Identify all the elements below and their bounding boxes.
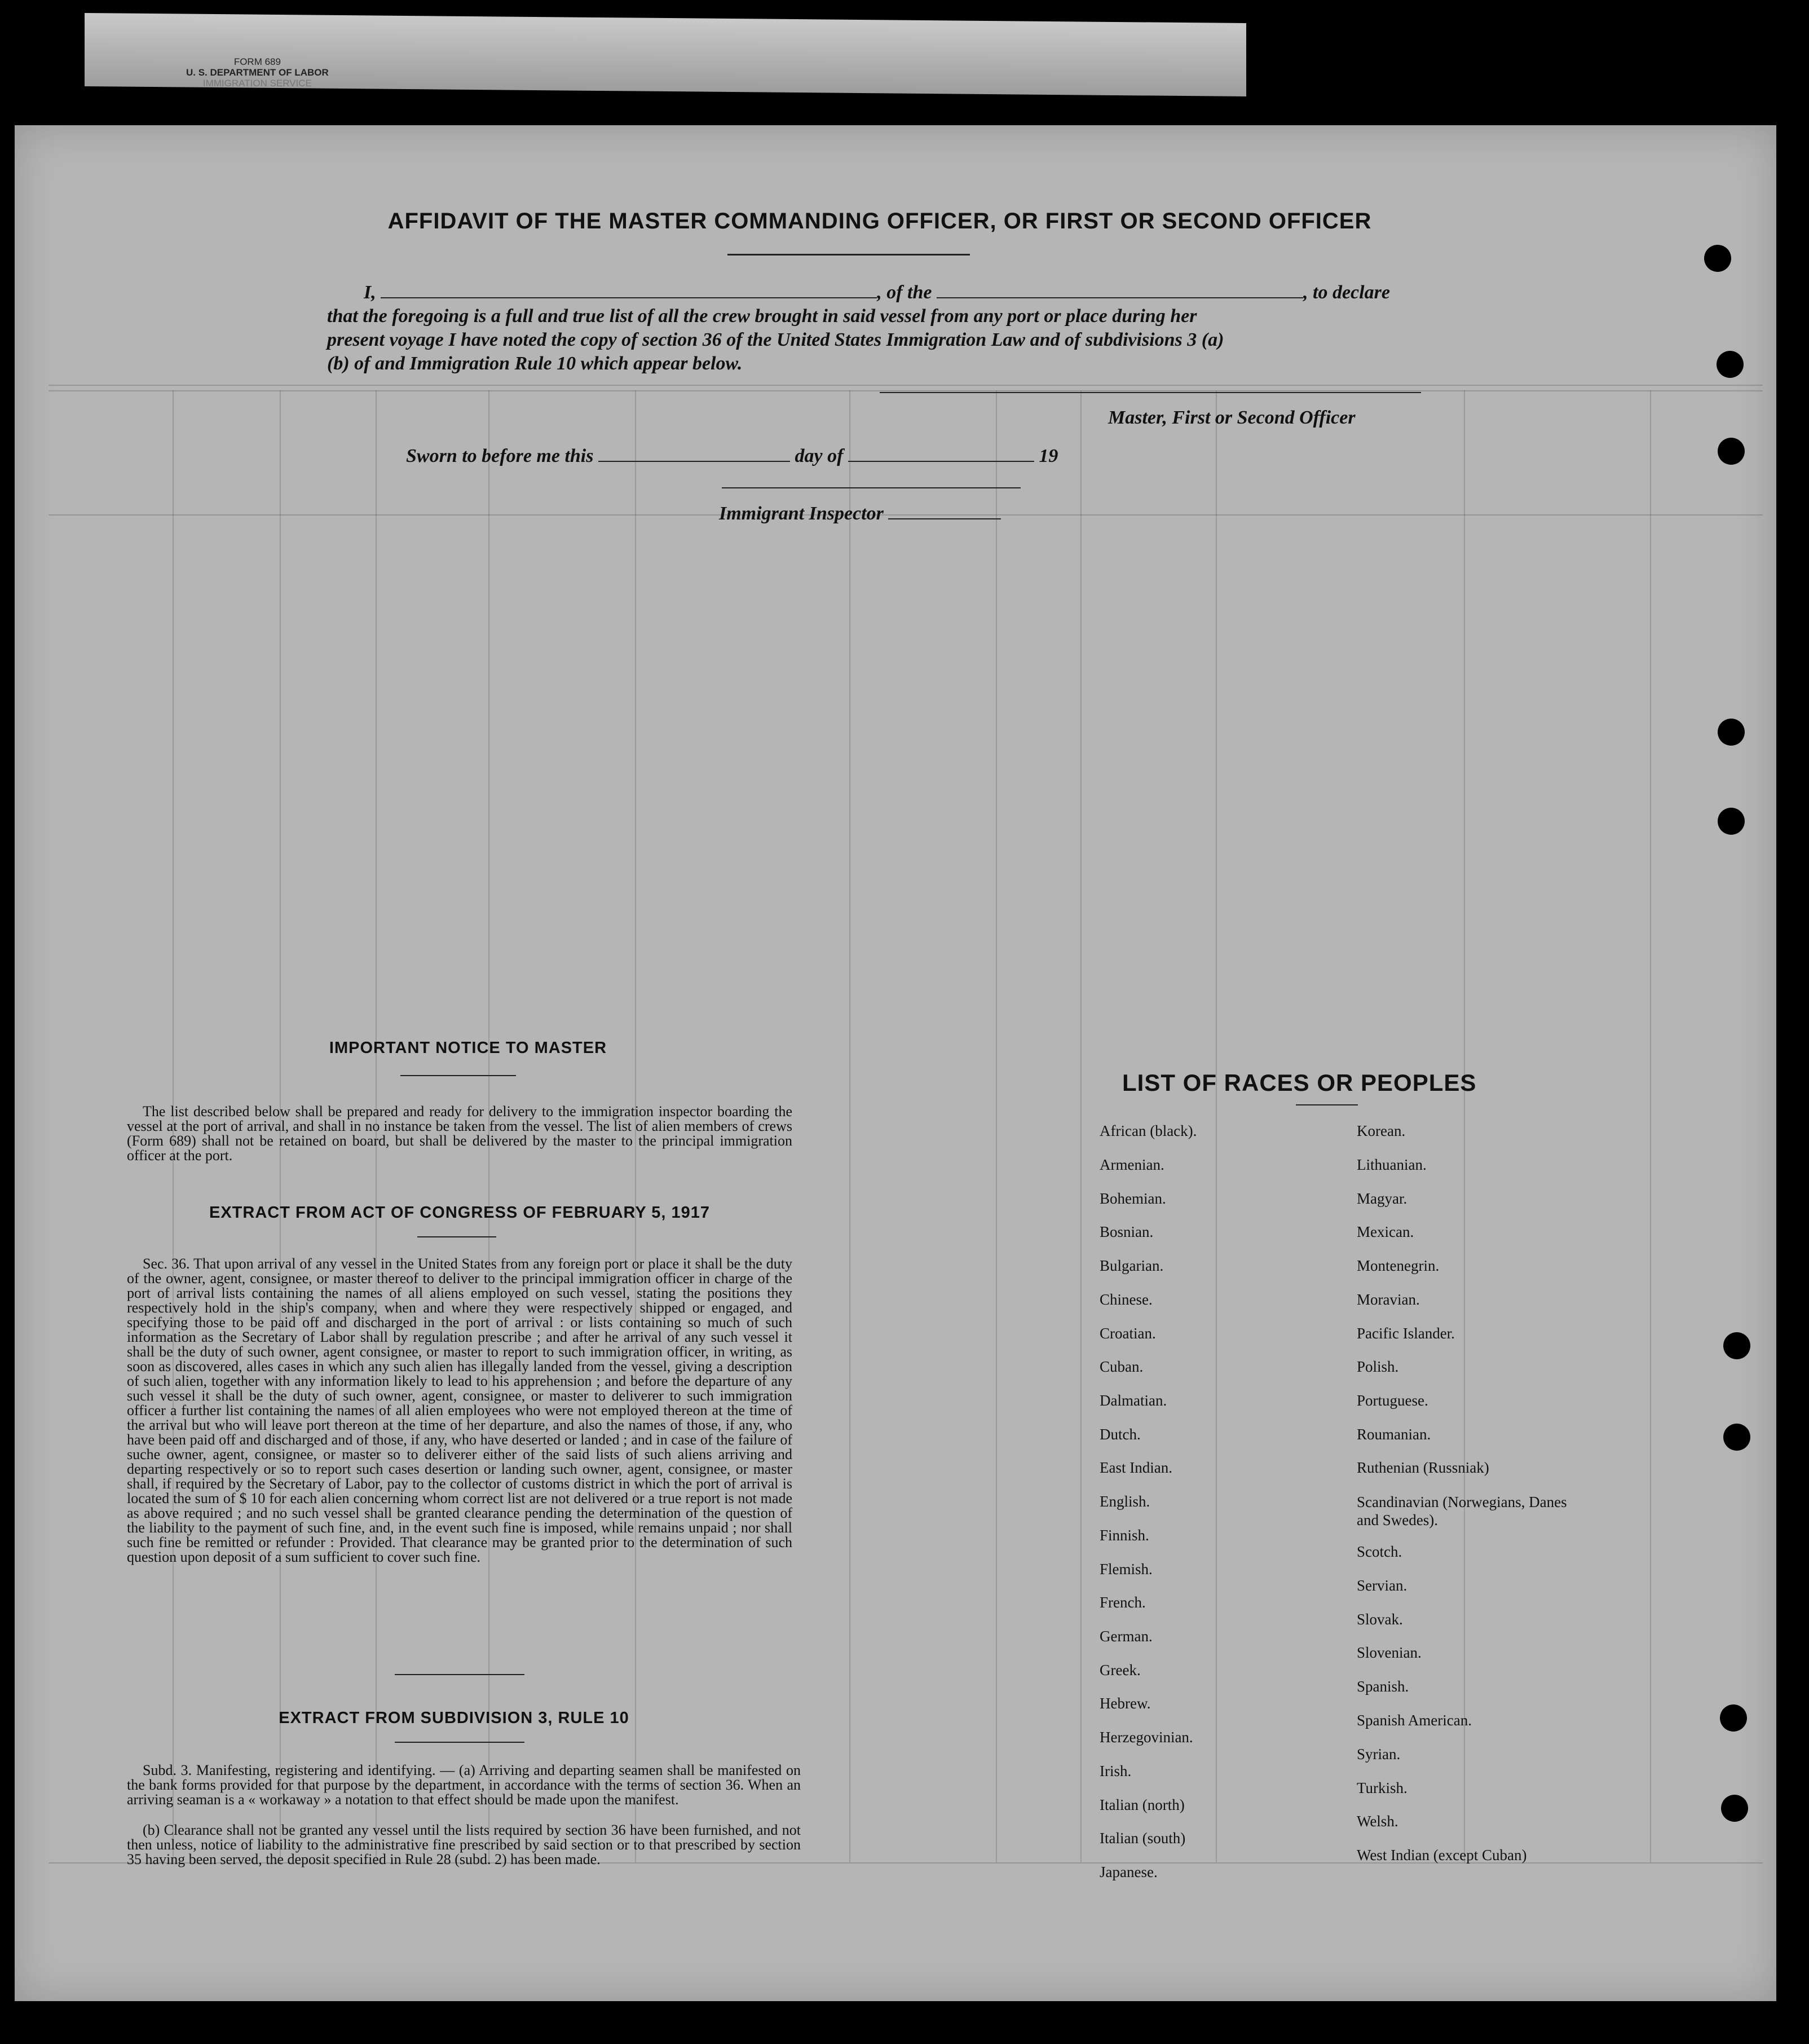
notice-underline	[400, 1075, 516, 1076]
officer-name-blank	[381, 297, 877, 298]
race-item: Mexican.	[1357, 1223, 1414, 1240]
race-item: Dutch.	[1100, 1426, 1141, 1443]
race-item: Bosnian.	[1100, 1223, 1154, 1240]
race-item: Finnish.	[1100, 1527, 1149, 1544]
race-item: Bulgarian.	[1100, 1257, 1164, 1274]
punch-hole	[1704, 245, 1731, 272]
rule-extract-text-a: Subd. 3. Manifesting, registering and identifying. — (a) Arriving and departing seamen shall be manifested on the bank forms provided for that purpose by the department, in accordance with the terms of section 36. When an arriving seaman is a « workaway » a notation to that effect should be made upon the manifest.	[127, 1762, 801, 1808]
notice-text: The list described below shall be prepared and ready for delivery to the immigration inspector boarding the vessel at the port of arrival, and shall in no instance be taken from the vessel. The list of alien members of crews (Form 689) shall not be retained on board, but shall be delivered by the master to the principal immigration officer at the port.	[127, 1103, 792, 1164]
race-item: Armenian.	[1100, 1156, 1164, 1173]
ghost-rule	[48, 385, 1763, 386]
sworn-line	[406, 446, 1058, 467]
race-item: Scandinavian (Norwegians, Danes and Swedes).	[1357, 1494, 1567, 1528]
ghost-column	[1080, 390, 1082, 1862]
race-item: Chinese.	[1100, 1291, 1153, 1308]
race-item: English.	[1100, 1493, 1150, 1510]
race-item: Irish.	[1100, 1763, 1132, 1779]
race-item: Italian (south)	[1100, 1830, 1186, 1847]
form-line: FORM 689	[233, 56, 281, 67]
rule-extract-heading: EXTRACT FROM SUBDIVISION 3, RULE 10	[279, 1709, 629, 1727]
race-item: Spanish American.	[1357, 1712, 1472, 1729]
affidavit-line-3: present voyage I have noted the copy of section 36 of the United States Immigration Law and of subdivisions 3 (a)	[327, 329, 1224, 350]
race-item: Syrian.	[1357, 1746, 1401, 1763]
inspector-blank	[888, 518, 1001, 519]
race-item: Welsh.	[1357, 1813, 1398, 1830]
ghost-column	[1464, 390, 1465, 1862]
ghost-column	[1216, 390, 1217, 1862]
race-item: Dalmatian.	[1100, 1392, 1167, 1409]
race-item: East Indian.	[1100, 1459, 1172, 1476]
affidavit-of-the: , of the	[877, 282, 932, 303]
punch-hole	[1723, 1424, 1750, 1451]
race-item: Ruthenian (Russniak)	[1357, 1459, 1489, 1476]
act-extract-underline	[417, 1236, 496, 1237]
race-item: Croatian.	[1100, 1325, 1156, 1342]
race-item: Pacific Islander.	[1357, 1325, 1455, 1342]
race-item: Servian.	[1357, 1577, 1408, 1594]
race-item: Scotch.	[1357, 1543, 1402, 1560]
form-line: IMMIGRATION SERVICE	[202, 78, 312, 89]
affidavit-line-4: (b) of and Immigration Rule 10 which appear below.	[327, 353, 743, 374]
ghost-column	[996, 390, 997, 1862]
race-item: African (black).	[1100, 1122, 1197, 1139]
race-item: Greek.	[1100, 1662, 1141, 1679]
vessel-name-blank	[937, 297, 1303, 298]
rule-extract-underline	[395, 1742, 524, 1743]
signature-line	[880, 392, 1421, 393]
form-line: U. S. DEPARTMENT OF LABOR	[186, 67, 329, 78]
race-item: Turkish.	[1357, 1779, 1408, 1796]
punch-hole	[1718, 438, 1745, 465]
affidavit-line-1	[364, 282, 1390, 303]
punch-hole	[1720, 1704, 1747, 1732]
punch-hole	[1723, 1332, 1750, 1359]
race-item: Spanish.	[1357, 1678, 1409, 1695]
form-number-stamp	[186, 56, 329, 89]
notice-heading: IMPORTANT NOTICE TO MASTER	[329, 1039, 607, 1057]
race-item: Cuban.	[1100, 1358, 1144, 1375]
race-item: Lithuanian.	[1357, 1156, 1427, 1173]
race-item: Herzegovinian.	[1100, 1729, 1193, 1746]
race-item: West Indian (except Cuban)	[1357, 1847, 1527, 1864]
act-extract-heading: EXTRACT FROM ACT OF CONGRESS OF FEBRUARY 5, 1917	[209, 1204, 711, 1222]
race-item: Moravian.	[1357, 1291, 1420, 1308]
ghost-column	[849, 390, 850, 1862]
title-underline	[727, 254, 970, 256]
race-item: Portuguese.	[1357, 1392, 1428, 1409]
ghost-column	[1650, 390, 1651, 1862]
affidavit-i: I,	[364, 282, 376, 303]
affidavit-title: AFFIDAVIT OF THE MASTER COMMANDING OFFICER, OR FIRST OR SECOND OFFICER	[387, 209, 1372, 234]
punch-hole	[1718, 719, 1745, 746]
ghost-rule	[48, 390, 1763, 391]
day-blank	[598, 461, 790, 462]
race-item: French.	[1100, 1594, 1146, 1611]
race-item: Magyar.	[1357, 1190, 1408, 1207]
race-item: Slovenian.	[1357, 1644, 1422, 1661]
race-item: Montenegrin.	[1357, 1257, 1440, 1274]
punch-hole	[1718, 808, 1745, 835]
races-underline	[1296, 1104, 1358, 1105]
affidavit-line-2: that the foregoing is a full and true list of all the crew brought in said vessel from any port or place during her	[327, 306, 1197, 327]
inspector-label: Immigrant Inspector	[719, 503, 884, 524]
day-of-label: day of	[795, 446, 844, 466]
act-extract-text: Sec. 36. That upon arrival of any vessel in the United States from any foreign port or place it shall be the duty of the owner, agent, consignee, or master thereof to deliver to the principal immigration officer in charge of the port of arrival lists containing the names of all aliens employed on such vessel, stating the positions they respectively hold in the ship's company, when and where they were respectively shipped or engaged, and specifying those to be paid off and discharged in the port of arrival : or lists containing so much of such information as the Secretary of Labor shall by regulation prescribe ; and after he arrival of any such vessel it shall be the duty of such owner, agent consignee, or master to report to such immigration officer, in writing, as soon as discovered, alles cases in which any such alien has illegally landed from the vessel, giving a description of such alien, together with any information likely to lead to his apprehension ; and before the departure of any such vessel it shall be the duty of such owner, agent, consignee, or master to deliverer to such immigration officer a further list containing the names of all alien employees who were not employed thereon at the time of the arrival but who will leave port thereon at the time of her departure, and also the names of those, if any, who have been paid off and discharged and of those, if any, who have deserted or landed ; and in case of the failure of suche owner, agent, consignee, or master so to deliverer either of the said lists of such aliens arriving and departing respectively or so to report such cases desertion or landing such owner, agent, consignee, or master shall, if required by the Secretary of Labor, pay to the collector of customs district in which the port of arrival is located the sum of $ 10 for each alien concerning whom correct list are not delivered or a true report is not made as above required ; and no such vessel shall be granted clearance pending the determination of the question of the liability to the payment of such fine, and, in the event such fine is imposed, while remains unpaid ; nor shall such fine be remitted or refunder : Provided. That clearance may be granted prior to the determination of such question upon deposit of a sum sufficient to cover such fine.	[127, 1256, 792, 1565]
race-item: Italian (north)	[1100, 1796, 1185, 1813]
inspector-line	[719, 503, 1001, 525]
race-item: Flemish.	[1100, 1561, 1153, 1578]
race-item: Roumanian.	[1357, 1426, 1431, 1443]
race-item: Polish.	[1357, 1358, 1399, 1375]
punch-hole	[1717, 351, 1744, 378]
race-item: Slovak.	[1357, 1611, 1403, 1628]
act-extract-end-rule	[395, 1674, 524, 1675]
race-item: Japanese.	[1100, 1864, 1158, 1880]
sworn-label: Sworn to before me this	[406, 446, 594, 466]
affidavit-to-declare: , to declare	[1303, 282, 1390, 303]
race-item: Bohemian.	[1100, 1190, 1166, 1207]
punch-hole	[1721, 1795, 1748, 1822]
race-item: German.	[1100, 1628, 1153, 1645]
inspector-signature-line	[722, 487, 1021, 488]
races-heading: LIST OF RACES OR PEOPLES	[1122, 1069, 1477, 1096]
race-item: Hebrew.	[1100, 1695, 1151, 1712]
race-item: Korean.	[1357, 1122, 1406, 1139]
year-prefix: 19	[1039, 446, 1058, 466]
month-blank	[848, 461, 1034, 462]
rule-extract-text-b: (b) Clearance shall not be granted any vessel until the lists required by section 36 have been furnished, and not then unless, notice of liability to the administrative fine prescribed by said section or to that prescribed by section 35 having been served, the deposit specified in Rule 28 (subd. 2) has been made.	[127, 1822, 801, 1867]
signature-label: Master, First or Second Officer	[1108, 407, 1356, 428]
